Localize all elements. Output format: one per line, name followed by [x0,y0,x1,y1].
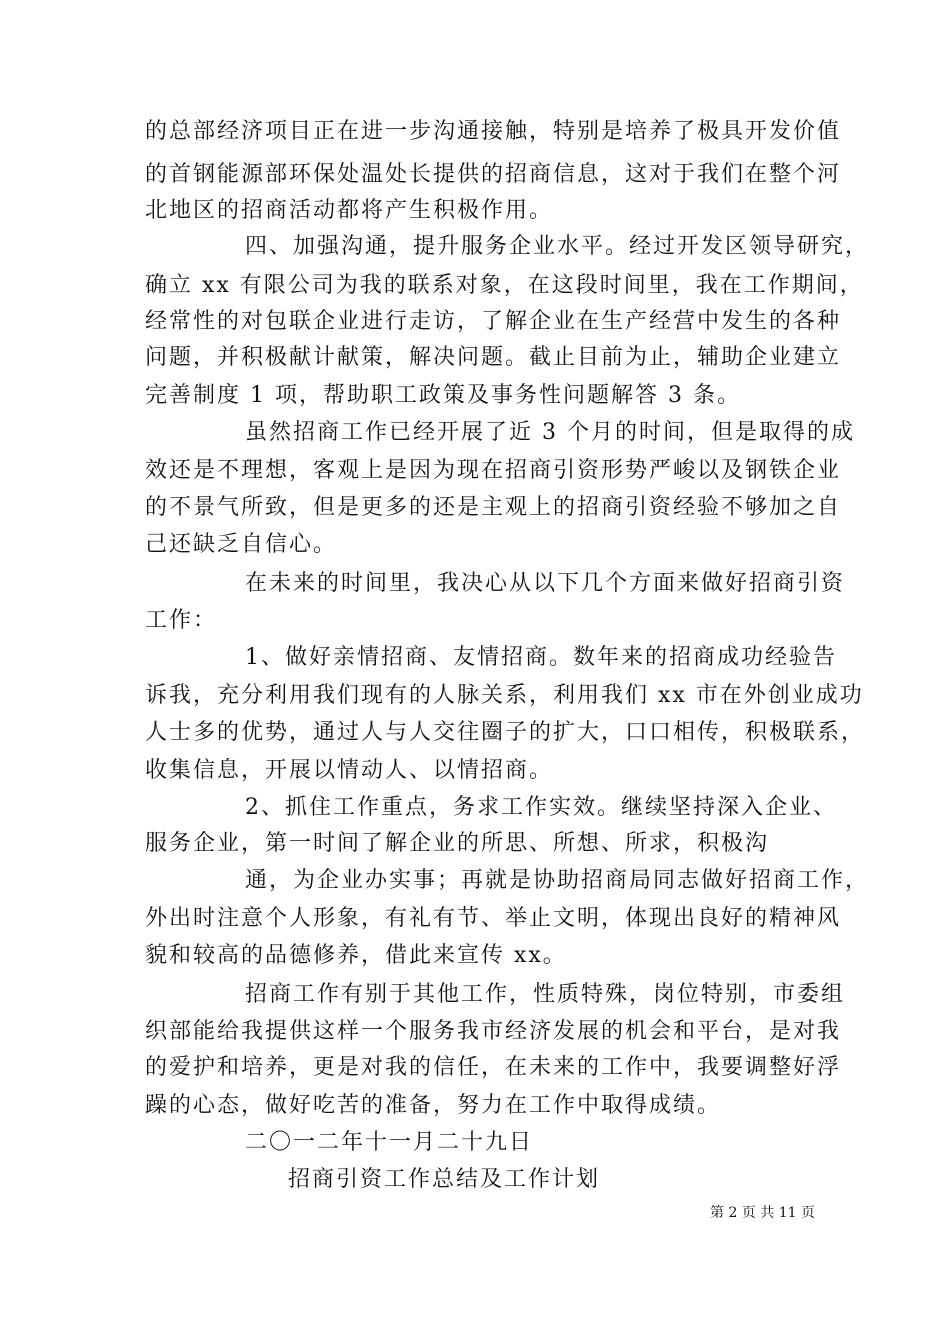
text-line: 己还缺乏自信心。 [145,532,338,557]
text-line: 完善制度 1 项，帮助职工政策及事务性问题解答 3 条。 [145,383,741,408]
text-line: 躁的心态，做好吃苦的准备，努力在工作中取得成绩。 [145,1093,722,1118]
text-line: 招商工作有别于其他工作，性质特殊，岗位特别，市委组 [245,982,846,1007]
section-title: 招商引资工作总结及工作计划 [288,1167,601,1192]
text-line: 外出时注意个人形象，有礼有节、举止文明，体现出良好的精神风 [145,906,842,931]
text-line: 貌和较高的品德修养，借此来宣传 xx。 [145,943,567,968]
text-line: 的不景气所致，但是更多的还是主观上的招商引资经验不够加之自 [145,495,842,520]
text-line: 经常性的对包联企业进行走访，了解企业在生产经营中发生的各种 [145,309,842,334]
text-line: 收集信息，开展以情动人、以情招商。 [145,758,554,783]
text-line: 的总部经济项目正在进一步沟通接触，特别是培养了极具开发价值 [145,119,842,144]
text-line: 北地区的招商活动都将产生积极作用。 [145,198,554,223]
text-line: 四、加强沟通，提升服务企业水平。经过开发区领导研究， [245,234,870,259]
text-line: 在未来的时间里，我决心从以下几个方面来做好招商引资 [245,571,846,596]
text-line: 问题，并积极献计献策，解决问题。截止目前为止，辅助企业建立 [145,345,842,370]
text-line: 确立 xx 有限公司为我的联系对象，在这段时间里，我在工作期间， [145,273,864,298]
text-line: 通，为企业办实事；再就是协助招商局同志做好招商工作， [245,868,870,893]
text-line: 1、做好亲情招商、友情招商。数年来的招商成功经验告 [245,645,837,670]
text-line: 服务企业，第一时间了解企业的所思、所想、所求，积极沟 [145,831,770,856]
text-line: 2、抓住工作重点，务求工作实效。继续坚持深入企业、 [245,795,837,820]
page-number: 第 2 页 共 11 页 [710,1205,815,1221]
text-line: 诉我，充分利用我们现有的人脉关系，利用我们 xx 市在外创业成功 [145,683,864,708]
text-line: 工作： [145,608,218,633]
text-line: 的爱护和培养，更是对我的信任，在未来的工作中，我要调整好浮 [145,1055,842,1080]
text-line: 效还是不理想，客观上是因为现在招商引资形势严峻以及钢铁企业 [145,458,842,483]
text-line: 的首钢能源部环保处温处长提供的招商信息，这对于我们在整个河 [145,162,842,187]
text-line: 人士多的优势，通过人与人交往圈子的扩大，口口相传，积极联系， [145,720,866,745]
text-line: 虽然招商工作已经开展了近 3 个月的时间，但是取得的成 [245,420,855,445]
date-line: 二〇一二年十一月二十九日 [245,1130,534,1155]
text-line: 织部能给我提供这样一个服务我市经济发展的机会和平台，是对我 [145,1019,842,1044]
